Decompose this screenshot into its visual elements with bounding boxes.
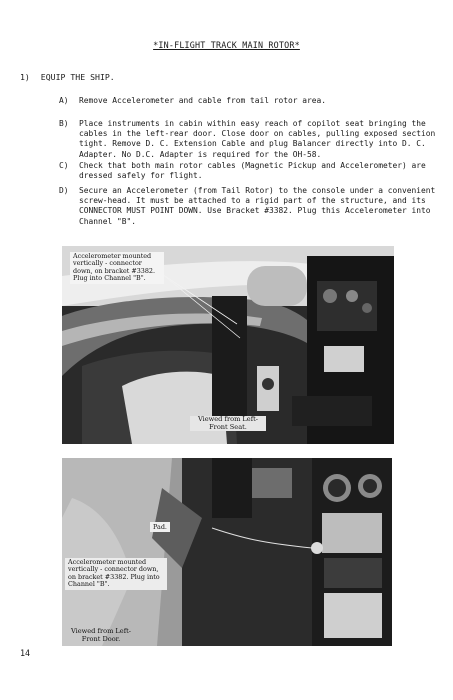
- cockpit-photo-left-seat: [62, 246, 394, 444]
- cockpit-photo-left-door: [62, 458, 392, 646]
- cockpit-photo-illustration: [62, 458, 392, 646]
- photo2-callout: Accelerometer mounted vertically - connector down, on bracket #3382. Plug into Channel "B".: [65, 558, 167, 590]
- step-label: C): [59, 161, 69, 170]
- step-text: Check that both main rotor cables (Magnetic Pickup and Accelerometer) are dressed safely for flight.: [79, 161, 426, 181]
- section-heading: [20, 72, 115, 82]
- section-number: 1): [20, 72, 30, 82]
- step-text: Remove Accelerometer and cable from tail rotor area.: [79, 96, 327, 105]
- photo1-callout: Accelerometer mounted vertically - connector down, on bracket #3382. Plug into Channel "B".: [70, 252, 164, 284]
- section-label: EQUIP THE SHIP.: [40, 72, 115, 82]
- step-text: Secure an Accelerometer (from Tail Rotor) to the console under a convenient screw-head. It must be attached to a rigid part of the structure, and its CONNECTOR MUST POINT DOWN. Use Bracket #3382. Plug this Accelerometer into Channel "B".: [79, 186, 436, 226]
- step-label: B): [59, 119, 69, 128]
- page-number: 14: [20, 648, 31, 658]
- step-label: A): [59, 96, 69, 105]
- photo1-view-caption: Viewed from Left-Front Seat.: [190, 416, 266, 431]
- step-label: D): [59, 186, 69, 195]
- page-title: *IN-FLIGHT TRACK MAIN ROTOR*: [153, 40, 300, 50]
- photo2-pad-label: Pad.: [150, 522, 170, 532]
- step-text: Place instruments in cabin within easy reach of copilot seat bringing the cables in the left-rear door. Close door on cables, pulling exposed section tight. Remove D. C. Extension Cable and plug Balancer directly into D. C. Adapter. No D.C. Adapter is required for the OH-58.: [79, 119, 436, 159]
- photo2-view-caption: Viewed from Left-Front Door.: [70, 627, 132, 643]
